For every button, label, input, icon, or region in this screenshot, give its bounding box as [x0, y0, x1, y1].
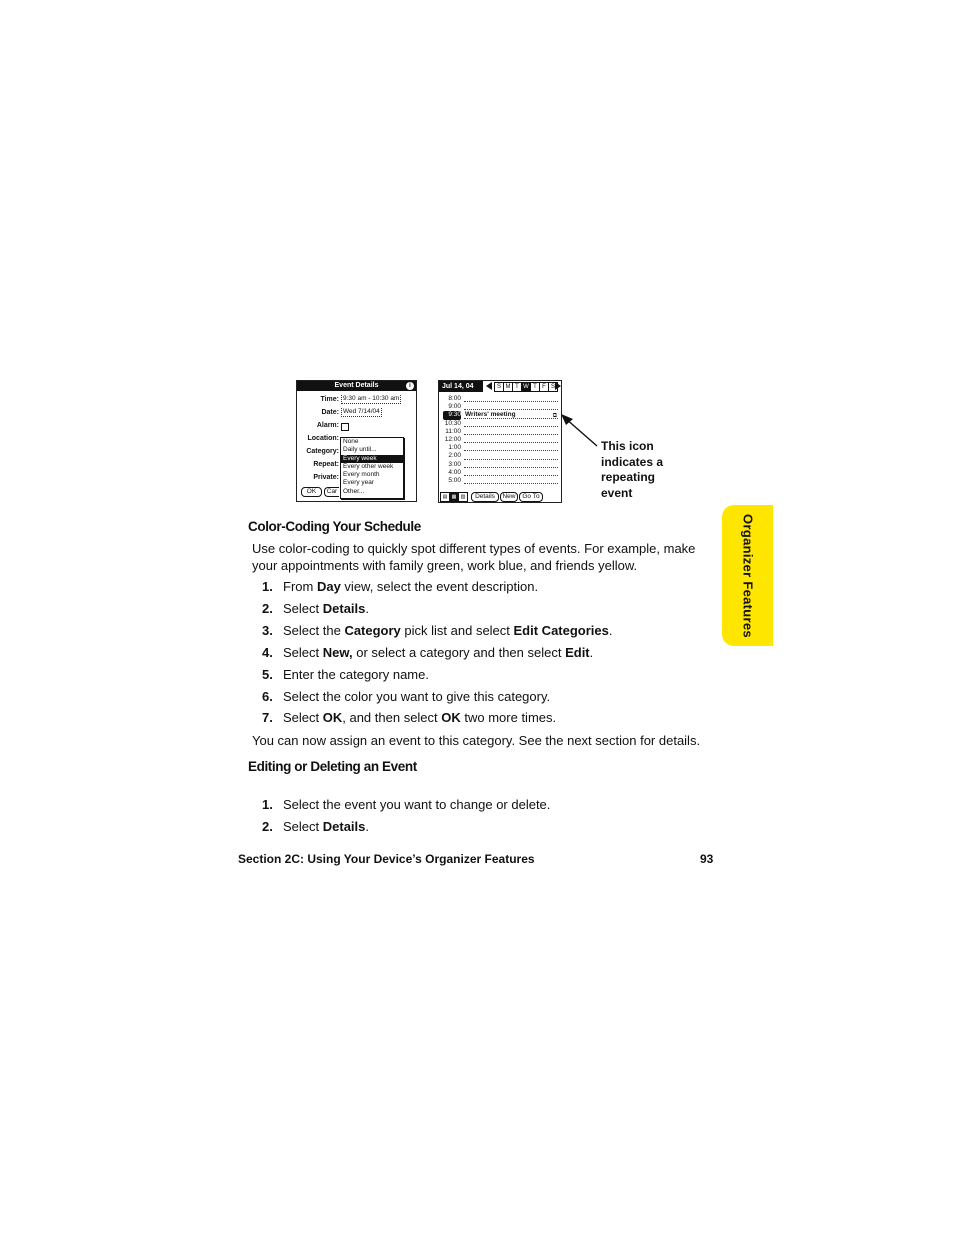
event-details-screenshot	[296, 380, 417, 502]
step-text	[283, 644, 593, 661]
step-number: 2.	[262, 601, 273, 616]
callout-arrow	[552, 408, 605, 453]
weekday-cell: T	[512, 382, 522, 392]
date-label: Date:	[321, 409, 339, 416]
time-slot: 9:00	[448, 403, 461, 411]
time-slot: 2:00	[448, 452, 461, 460]
repeat-option: Every year	[343, 479, 375, 487]
step-number: 7.	[262, 710, 273, 725]
weekday-cell: S	[548, 382, 558, 392]
step-text-run: .	[365, 601, 370, 616]
callout-line: repeating	[601, 470, 656, 484]
step-item	[262, 622, 722, 639]
step-text-run: Select	[283, 645, 323, 660]
weekday-cell: T	[530, 382, 540, 392]
step-text-run: Select the event you want to change or delete.	[283, 797, 551, 812]
repeat-label: Repeat:	[313, 461, 339, 468]
step-text-bold: OK	[441, 710, 461, 725]
step-text-bold: Category	[344, 623, 401, 638]
step-item	[262, 709, 722, 726]
next-week-arrow-icon	[555, 382, 561, 390]
callout-line: indicates a	[601, 454, 664, 469]
time-row	[439, 477, 561, 485]
category-label: Category:	[306, 448, 339, 455]
section-heading: Color-Coding Your Schedule	[248, 519, 421, 534]
step-item	[262, 666, 722, 683]
time-row	[439, 395, 561, 403]
step-number: 1.	[262, 579, 273, 594]
time-row	[439, 444, 561, 452]
step-item	[262, 688, 722, 705]
event-row	[439, 411, 561, 419]
intro-paragraph: Use color-coding to quickly spot different types of events. For example, make your appointments with family green, work blue, and friends yellow.	[252, 541, 696, 573]
time-slot: 4:00	[448, 468, 461, 476]
section-heading: Editing or Deleting an Event	[248, 759, 417, 774]
step-text-run: Select the	[283, 623, 345, 638]
step-text-run: Select	[283, 710, 323, 725]
time-field: 9:30 am - 10:30 am	[343, 395, 400, 402]
repeat-icon: ⧉	[552, 413, 557, 420]
month-view-icon: ▥	[458, 492, 468, 502]
cancel-button: Car	[324, 487, 339, 497]
time-row	[439, 469, 561, 477]
time-slot: 11:00	[445, 427, 461, 435]
step-text-bold: New,	[322, 645, 353, 660]
step-text-bold: Edit Categories	[513, 623, 609, 638]
callout-line: event	[601, 485, 633, 500]
step-text	[283, 666, 429, 683]
step-text	[283, 818, 369, 835]
time-slot: 3:00	[448, 460, 461, 468]
step-text-run: two more times.	[460, 710, 557, 725]
day-view-screenshot	[438, 380, 562, 503]
page-number: 93	[700, 852, 714, 866]
alarm-label: Alarm:	[316, 422, 339, 429]
step-text-bold: Day	[316, 579, 341, 594]
callout-text	[601, 439, 681, 501]
alarm-checkbox	[341, 423, 349, 431]
step-number: 5.	[262, 667, 273, 682]
time-slot: 10:30	[444, 419, 461, 427]
time-slot: 5:00	[448, 477, 461, 484]
step-number: 2.	[262, 819, 273, 834]
step-text-run: .	[365, 819, 370, 834]
step-number: 1.	[262, 797, 273, 812]
time-row	[439, 436, 561, 444]
step-text-run: From	[283, 579, 317, 594]
day-view-icon: ▤	[440, 492, 450, 502]
day-view-toolbar	[439, 491, 561, 502]
step-text-run: Select the color you want to give this category.	[283, 689, 551, 704]
event-details-title: Event Details	[297, 381, 416, 391]
weekday-cell: M	[503, 382, 513, 392]
weekday-cell-selected: W	[521, 382, 531, 392]
day-view-date: Jul 14, 04	[439, 381, 483, 392]
step-item	[262, 818, 722, 835]
repeat-option: Every other week	[343, 462, 394, 470]
step-text-run: Enter the category name.	[283, 667, 429, 682]
step-text-bold: OK	[322, 710, 343, 725]
step-text	[283, 688, 550, 705]
repeat-option: Daily until...	[343, 446, 377, 454]
time-slot: 1:00	[448, 444, 461, 452]
week-view-icon: ▦	[449, 492, 459, 502]
step-text-run: view, select the event description.	[340, 579, 539, 594]
time-row	[439, 428, 561, 436]
date-field: Wed 7/14/04	[343, 408, 380, 415]
weekday-cell: S	[494, 382, 504, 392]
new-button: New	[500, 492, 518, 502]
footer-section-title: Section 2C: Using Your Device’s Organizer Features	[238, 852, 535, 866]
step-text-bold: Edit	[565, 645, 590, 660]
repeat-option: Every month	[343, 471, 380, 479]
time-row	[439, 420, 561, 428]
step-item	[262, 578, 722, 595]
step-text	[283, 622, 613, 639]
time-slot-selected: 9:30	[443, 411, 461, 419]
step-text-run: or select a category and then select	[352, 645, 566, 660]
step-text-bold: Details	[322, 819, 366, 834]
step-number: 4.	[262, 645, 273, 660]
side-tab-label: Organizer Features	[740, 513, 755, 638]
location-label: Location:	[307, 435, 339, 442]
step-number: 6.	[262, 689, 273, 704]
time-slot: 8:00	[448, 395, 461, 402]
repeat-option: None	[343, 438, 359, 445]
info-icon: i	[406, 382, 414, 390]
step-text-run: pick list and select	[400, 623, 514, 638]
repeat-option: Other...	[343, 487, 365, 495]
step-text-run: , and then select	[342, 710, 442, 725]
callout-line: This icon	[601, 439, 654, 453]
step-text	[283, 578, 538, 595]
step-item	[262, 600, 722, 617]
ok-button: OK	[301, 487, 322, 497]
time-slot: 12:00	[444, 436, 461, 443]
weekday-cell: F	[539, 382, 549, 392]
private-label: Private:	[313, 474, 339, 481]
step-text	[283, 709, 556, 726]
details-button: Details	[471, 492, 499, 502]
step-text-run: Select	[283, 819, 323, 834]
prev-week-arrow-icon	[486, 382, 492, 390]
time-row	[439, 403, 561, 411]
goto-button: Go To	[519, 492, 543, 502]
time-row	[439, 452, 561, 460]
step-text-run: .	[589, 645, 594, 660]
section-side-tab	[722, 505, 773, 646]
time-label: Time:	[320, 396, 339, 403]
step-item	[262, 644, 722, 661]
step-text-bold: Details	[322, 601, 366, 616]
repeat-popup-list	[340, 437, 404, 499]
step-number: 3.	[262, 623, 273, 638]
step-text	[283, 600, 369, 617]
step-text-run: .	[608, 623, 613, 638]
step-text-run: Select	[283, 601, 323, 616]
event-description: Writers' meeting	[465, 411, 516, 419]
step-item	[262, 796, 722, 813]
step-text	[283, 796, 550, 813]
repeat-option-selected: Every week	[341, 455, 403, 463]
outro-paragraph: You can now assign an event to this category. See the next section for details.	[252, 733, 701, 748]
time-row	[439, 461, 561, 469]
